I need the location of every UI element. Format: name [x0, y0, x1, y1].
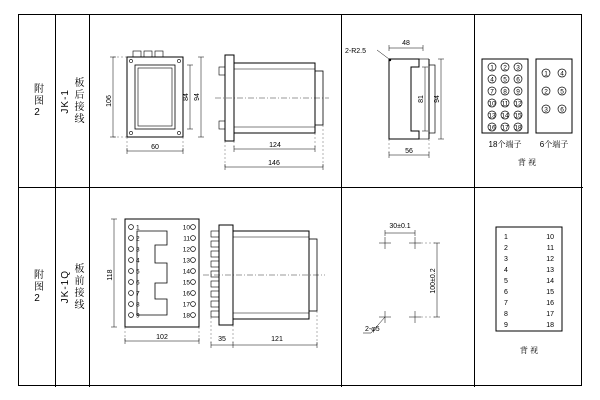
row1-terminal-view	[474, 15, 583, 187]
rear-num-9: 9	[504, 322, 508, 329]
front-pin-10: 10	[182, 224, 190, 232]
terminal-num-2: 2	[503, 64, 507, 72]
row2-terminal-view	[474, 187, 583, 387]
front-pin-13: 13	[182, 257, 190, 265]
rear-num-13: 13	[546, 267, 554, 274]
dim-56: 56	[405, 148, 413, 155]
rear-num-8: 8	[504, 311, 508, 318]
terminal-num-12: 12	[514, 100, 522, 108]
terminal-num-1: 1	[490, 64, 494, 72]
row1-caption-cell	[19, 15, 55, 187]
rear-num-14: 14	[546, 278, 554, 285]
front-pin-16: 16	[182, 290, 190, 298]
terminal-num-17: 17	[501, 124, 509, 132]
rear-num-5: 5	[504, 278, 508, 285]
row2-name-cn: 板前接线	[72, 263, 83, 311]
terminal-num-16: 16	[488, 124, 496, 132]
row1-name-latin: JK-1	[60, 88, 71, 114]
table-frame	[18, 14, 582, 386]
terminal-num-5: 5	[503, 76, 507, 84]
row1-name-cn: 板后接线	[72, 77, 83, 125]
dim-2-phi5: 2-φ5	[365, 326, 380, 333]
terminal-r-num-4: 4	[560, 70, 564, 78]
row2-caption: 附图2	[31, 268, 43, 306]
terminal-num-15: 15	[514, 112, 522, 120]
terminal-num-3: 3	[516, 64, 520, 72]
dim-60: 60	[151, 144, 159, 151]
rear-num-3: 3	[504, 256, 508, 263]
terminal-r-num-1: 1	[544, 70, 548, 78]
rear-num-17: 17	[546, 311, 554, 318]
rear-num-6: 6	[504, 289, 508, 296]
dim-94: 94	[194, 93, 201, 101]
row2-caption-cell	[19, 187, 55, 387]
dim-121: 121	[271, 336, 283, 343]
front-pin-18: 18	[182, 312, 190, 320]
front-pin-3: 3	[136, 246, 140, 254]
terminal-right-label: 6个端子	[539, 140, 569, 149]
terminal-num-10: 10	[488, 100, 496, 108]
row2-main-views	[89, 187, 341, 387]
rear-num-4: 4	[504, 267, 508, 274]
dim-146: 146	[268, 160, 280, 167]
rear-num-18: 18	[546, 322, 554, 329]
front-pin-5: 5	[136, 268, 140, 276]
row1-panel-cutout-view	[341, 15, 474, 187]
dim-35: 35	[218, 336, 226, 343]
rear-view-caption: 背 视	[519, 346, 539, 355]
rear-num-12: 12	[546, 256, 554, 263]
terminal-num-6: 6	[516, 76, 520, 84]
front-pin-17: 17	[182, 301, 190, 309]
front-pin-6: 6	[136, 279, 140, 287]
dim-106: 106	[106, 95, 113, 107]
row2-name-latin: JK-1Q	[60, 270, 71, 304]
front-pin-1: 1	[136, 224, 140, 232]
dim-100: 100±0.2	[430, 268, 437, 294]
terminal-num-4: 4	[490, 76, 494, 84]
front-pin-9: 9	[136, 312, 140, 320]
terminal-num-14: 14	[501, 112, 509, 120]
rear-num-10: 10	[546, 234, 554, 241]
front-pin-7: 7	[136, 290, 140, 298]
dim-102: 102	[156, 334, 168, 341]
front-pin-11: 11	[183, 235, 190, 243]
rear-num-15: 15	[546, 289, 554, 296]
row1-main-views	[89, 15, 341, 187]
terminal-num-18: 18	[514, 124, 522, 132]
row1-name-cell	[55, 15, 89, 187]
dim-2-r25: 2-R2.5	[345, 48, 367, 55]
dim-124: 124	[269, 142, 281, 149]
rear-num-7: 7	[504, 300, 508, 307]
terminal-r-num-3: 3	[544, 106, 548, 114]
dim-48: 48	[402, 40, 410, 47]
terminal-left-label: 18个端子	[488, 140, 522, 149]
terminal-r-num-6: 6	[560, 106, 564, 114]
terminal-num-7: 7	[490, 88, 494, 96]
dim-81: 81	[418, 95, 425, 103]
front-pin-4: 4	[136, 257, 140, 265]
rear-num-11: 11	[546, 245, 554, 252]
terminal-num-13: 13	[488, 112, 496, 120]
dim-118: 118	[107, 269, 114, 281]
row1-caption: 附图2	[31, 82, 43, 120]
row2-name-cell	[55, 187, 89, 387]
rear-num-16: 16	[546, 300, 554, 307]
terminal-r-num-5: 5	[560, 88, 564, 96]
terminal-num-9: 9	[516, 88, 520, 96]
row2-panel-cutout-view	[341, 187, 474, 387]
front-pin-14: 14	[182, 268, 190, 276]
front-pin-15: 15	[182, 279, 190, 287]
terminal-num-11: 11	[501, 100, 509, 108]
dim-84: 84	[183, 93, 190, 101]
terminal-view-caption: 背 视	[517, 158, 537, 167]
front-pin-2: 2	[136, 235, 140, 243]
front-pin-8: 8	[136, 301, 140, 309]
dim-30: 30±0.1	[389, 223, 411, 230]
rear-num-2: 2	[504, 245, 508, 252]
rear-num-1: 1	[504, 234, 508, 241]
front-pin-12: 12	[182, 246, 190, 254]
dim-94b: 94	[434, 95, 441, 103]
terminal-r-num-2: 2	[544, 88, 548, 96]
terminal-num-8: 8	[503, 88, 507, 96]
